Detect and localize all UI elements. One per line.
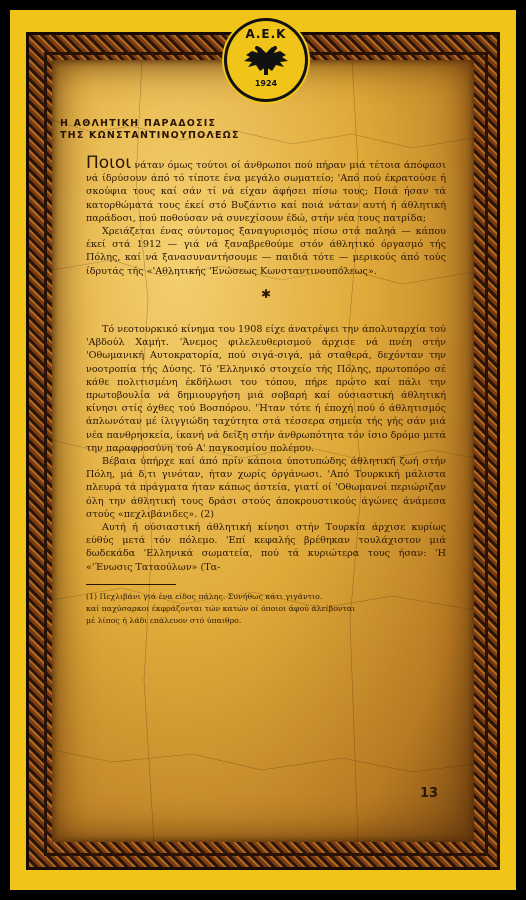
footnote-line-3: μέ λίπος ή λάδι επάλευον στό ύπαιθρο. [86,615,242,625]
paragraph-1 [86,153,446,225]
drop-cap-word: Ποιοι [86,153,132,173]
footnote-line-1: (1) Πεχλιβάνι γιά ένα είδος πάλης. Συνήθως κάτι γιγάντιο. [86,591,323,601]
footnote-line-2: καί παχύσαρκοι έκφράζονται τών κατών οί όποιοι άφού άλείβονται [86,603,356,613]
aek-emblem [224,18,308,102]
heading-line-1: Η ΑΘΛΗΤΙΚΗ ΠΑΡΑΔΟΣΙΣ [60,118,217,129]
footnote-divider [86,584,176,585]
emblem-letters: Α.Ε.Κ [245,27,287,41]
heading-line-2: ΤΗΣ ΚΩΝΣΤΑΝΤΙΝΟΥΠΟΛΕΩΣ [60,130,240,141]
paragraph-3: Τό νεοτουρκικό κίνημα του 1908 είχε άνατρέψει την άπολυταρχία τού 'Αβδούλ Χαμήτ. 'Άνεμος φιλελευθερισμού άρχισε νά πνέη στήν 'Οθωμανική Αυτοκρατορία, πού σιγά-σιγά, μά σταθερά, δεχόνταν την νοοτροπία τής Δύσης. Τό 'Ελληνικό στοιχείο τής Πόλης, πρωτοπόρο σέ κάθε πολιτισμένη έκδήλωσι του τόπου, πήρε πρώτο καί πάλι την πρωτοβουλία νά δημιουργήση μιά σοβαρή καί ούσιαστική άθλητική κίνησι στίς όχθες τού Βοσπόρου. 'Ήταν τότε ή έποχή πού ό άθλητισμός άπλωνόταν μέ ίλιγγιώδη ταχύτητα στά τέσσερα σημεία τής γής σάν μιά νέα πανθρησκεία, ίκανή νά δείξη στήν άνθρωπότητα τόν ίσιο δρόμο μετά την παραφροσύνη τού Α' παγκοσμίου πολέμου. [86,324,446,454]
footnotes [86,591,446,627]
paragraph-2: Χρειάζεται ένας σύντομος ξαναγυρισμός πίσω στά παληά — κάπου έκεί στά 1912 — γιά νά ξαναβρεθούμε στόν άθλητικό όργασμό τής Πόλης, καί νά ξανασυναντήσουμε — παιδιά τότε — μερικούς άπό τούς ίδρυτάς τής «'Αθλητικής 'Ενώσεως Κωνσταντινουπόλεως». [86,226,446,277]
paragraph-1-text: νάταν όμως τούτοι οί άνθρωποι πού πήραν μιά τέτοια άπόφασι νά ίδρύσουν άπό τό τίποτε ένα μεγάλο σωματείο; 'Από πού έκρατούσε ή σκούφια τους καί σάν τί νά είχαν άφήσει πίσω τους; Ποιά ήσαν τά κατορθώματά τους έκεί στό Βυζάντιο καί ποιά νάταν αυτή ή άθλητική παράδοσι, πού ποθούσαν νά συνεχίσουν έδώ, στήν νέα τους πατρίδα; [86,160,446,224]
double-headed-eagle-icon [242,43,290,77]
page-number: 13 [420,786,439,801]
emblem-year: 1924 [254,79,278,88]
paragraph-4: Βέβαια ύπήρχε καί άπό πρίν κάποια ύποτυπώδης άθλητική ζωή στήν Πόλη, μά δ,τι γινόταν, ήταν χωρίς όργάνωσι. 'Από Τουρκική μάλιστα πλευρά τά πράγματα ήταν κάπως άστεία, γιατί οί 'Οθωμανοί περιώριζαν όλη την άθλητική τους δράσι στούς άποκρουστικούς άγώνες άνάμεσα στούς «πεχλιβάνιδες». (2) [86,456,446,520]
page-heading [60,118,400,142]
article-body [86,153,446,627]
section-star-separator: ✱ [260,286,272,301]
paragraph-5: Αυτή ή ούσιαστική άθλητική κίνησι στήν Τουρκία άρχισε κυρίως εύθύς μετά τόν πόλεμο. 'Επί κεφαλής βρέθηκαν τουλάχιστον μιά δωδεκάδα 'Ελληνικά σωματεία, πού τά κυριώτερα τους ήσαν: 'Η «'Ένωσις Ταταούλων» (Τα- [86,522,446,573]
